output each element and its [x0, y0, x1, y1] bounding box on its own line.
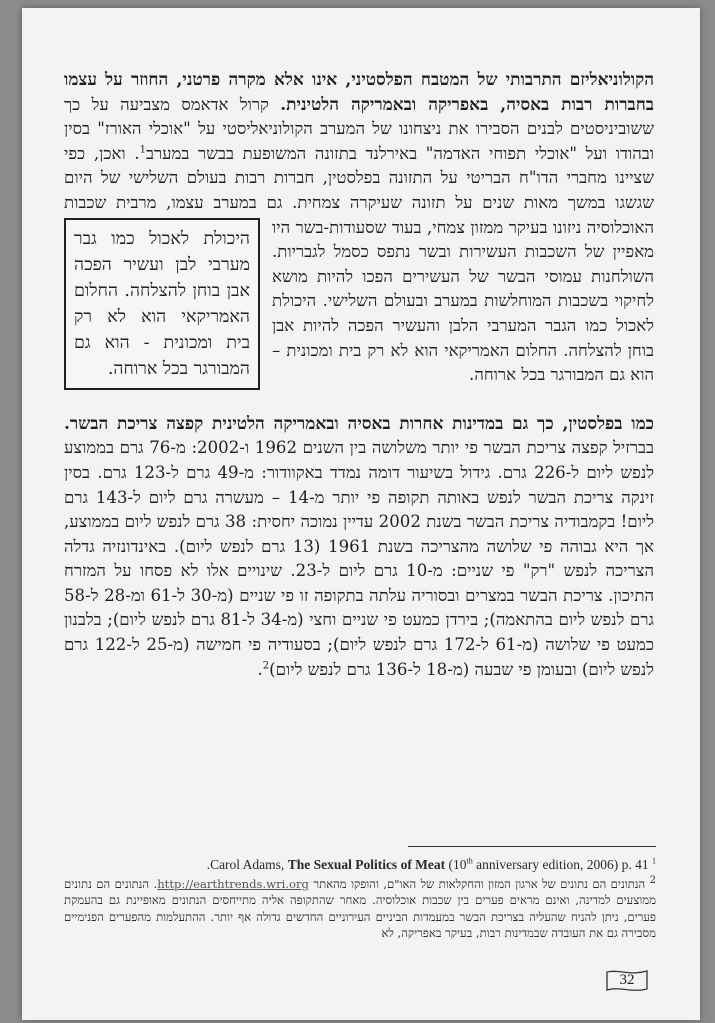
footnote-1 — [64, 856, 656, 874]
footnote-2 — [64, 876, 656, 941]
paragraph-2 — [64, 412, 654, 683]
paragraph-1-rest-a: . ואכן, כפי שציינו מחברי הדו"ח הבריטי על התזונה בפלסטין, חברות רבות בעולם השלישי של היום שגשגו במשך מאות שנים על תזונה שעיקרה צמחית. גם במערב עצמו, מרבית שכבות האוכלוסיה ניזונו בעיקר ממזון צמחי, בעוד — [64, 143, 654, 237]
page-sheet — [22, 8, 700, 1020]
pull-quote-box: היכולת לאכול כמו גבר מערבי לבן ועשיר הפכה אבן בוחן להצלחה. החלום האמריקאי הוא לא רק בית ומכונית - הוא גם המבורגר בכל ארוחה. — [64, 218, 260, 390]
footnote-1-edition-sup: th — [466, 856, 473, 866]
footnote-1-title: The Sexual Politics of Meat — [287, 857, 446, 872]
paragraph-1-lead: הקולוניאליזם התרבותי של המטבח הפלסטיני, אינו אלא מקרה פרטני, החוזר על עצמו בחברות רבות באסיה, באפריקה ובאמריקה הלטינית. — [64, 70, 654, 115]
footnote-2-number: 2 — [649, 875, 657, 887]
page-number: 32 — [619, 972, 635, 988]
paragraph-2-lead: כמו בפלסטין, כך גם במדינות אחרות באסיה ובאמריקה הלטינית קפצה צריכת הבשר. — [64, 413, 654, 434]
footnote-2-text-b: . הנתונים הם נתונים ממוצעים למדינה, ואינם מראים פערים בין שכבות אוכלוסיה. מאחר שהתקופה אליה מתייחסים הנתונים מאופיינת גם בהעמקת פערים, ניתן להניח שהעליה בצריכת הבשר במעמדות הביניים העירוניים החדשים גדולה אף יותר. ההתעלמות מהפערים הפנימיים מסבירה גם את העובדה שבמדינות רבות, בעיקר באפריקה, לא — [64, 877, 656, 940]
paragraph-2-end: . — [257, 659, 263, 679]
paragraph-1-body: קרול אדאמס מצביעה על כך ששוביניסטים לבנים הסבירו את ניצחונו של המערב הקולוניאליסטי על "אוכלי האורז" בסין ובהודו ועל "אוכלי תפוחי האדמה" באירלנד בתזונה המשופעת בבשר במערב — [64, 94, 654, 163]
paragraph-2-body: בברזיל קפצה צריכת הבשר פי יותר משלושה בין השנים 1962 ו-2002: מ-76 גרם בממוצע לנפש ליום ל-226 גרם. גידול בשיעור דומה נמדד באקוודור: מ-49 גרם ל-123 גרם. בסין זינקה צריכת הבשר לנפש באותה תקופה פי יותר מ-14 – מעשרה גרם ליום ל-143 גרם ליום! בקמבודיה צריכת הבשר בשנת 2002 עדיין נמוכה יחסית: 38 גרם לנפש ליום בממוצע, אך היא גבוהה פי שלושה מהצריכה בשנת 1961 (13 גרם לנפש ליום). באינדונזיה גדלה הצריכה לנפש "רק" פי שניים: מ-10 גרם ליום ל-23. שינויים אלו לא פסחו על המזרח התיכון. צריכת הבשר במצרים ובסוריה עלתה בתקופה זו פי שניים (מ-30 ל-61 ומ-28 ל-58 גרם לנפש ליום בהתאמה); בירדן כמעט פי שניים וחצי (מ-34 ל-81 גרם לנפש ליום); בלבנון כמעט פי שלושה (מ-61 ל-172 גרם לנפש ליום); בסעודיה פי חמישה (מ-25 ל-122 גרם לנפש ליום) ובעומן פי שבעה (מ-18 ל-136 גרם לנפש ליום) — [64, 438, 655, 679]
footnote-2-url[interactable]: http://earthtrends.wri.org — [157, 877, 309, 891]
footnotes — [64, 856, 656, 941]
footnote-ref-1: 1 — [139, 144, 146, 156]
main-text — [64, 68, 654, 682]
footnote-1-number: 1 — [652, 856, 656, 866]
paragraph-1-rest — [64, 144, 654, 384]
footnote-divider — [408, 846, 656, 847]
footnote-ref-2: 2 — [262, 660, 270, 672]
footnote-2-text-a: הנתונים הם נתונים של ארגון המזון והחקלאות של האו"ם, והופקו מהאתר — [313, 877, 646, 891]
paragraph-1-rest-b: שסעודות-בשר היו מאפיין של השכבות העשירות ובשר נתפס כסמל לגבריות. השולחנות עמוסי הבשר של העשירים הפכו להיות מושא לחיקוי בשכבות המוחלשות במערב ובעולם השלישי. היכולת לאכול כמו הגבר המערבי הלבן והעשיר הפכה להיות אבן בוחן להצלחה. החלום האמריקאי הוא לא רק בית ומכונית – הוא גם המבורגר בכל ארוחה. — [272, 217, 654, 385]
footnote-1-edition-pre: (10 — [445, 857, 467, 872]
footnote-1-edition-post: anniversary edition, 2006) p. 41 — [472, 857, 649, 872]
page-number-flag — [604, 968, 650, 994]
footnote-1-dot: . — [206, 857, 211, 872]
paragraph-1 — [64, 68, 654, 388]
footnote-1-author: Carol Adams, — [210, 857, 288, 872]
